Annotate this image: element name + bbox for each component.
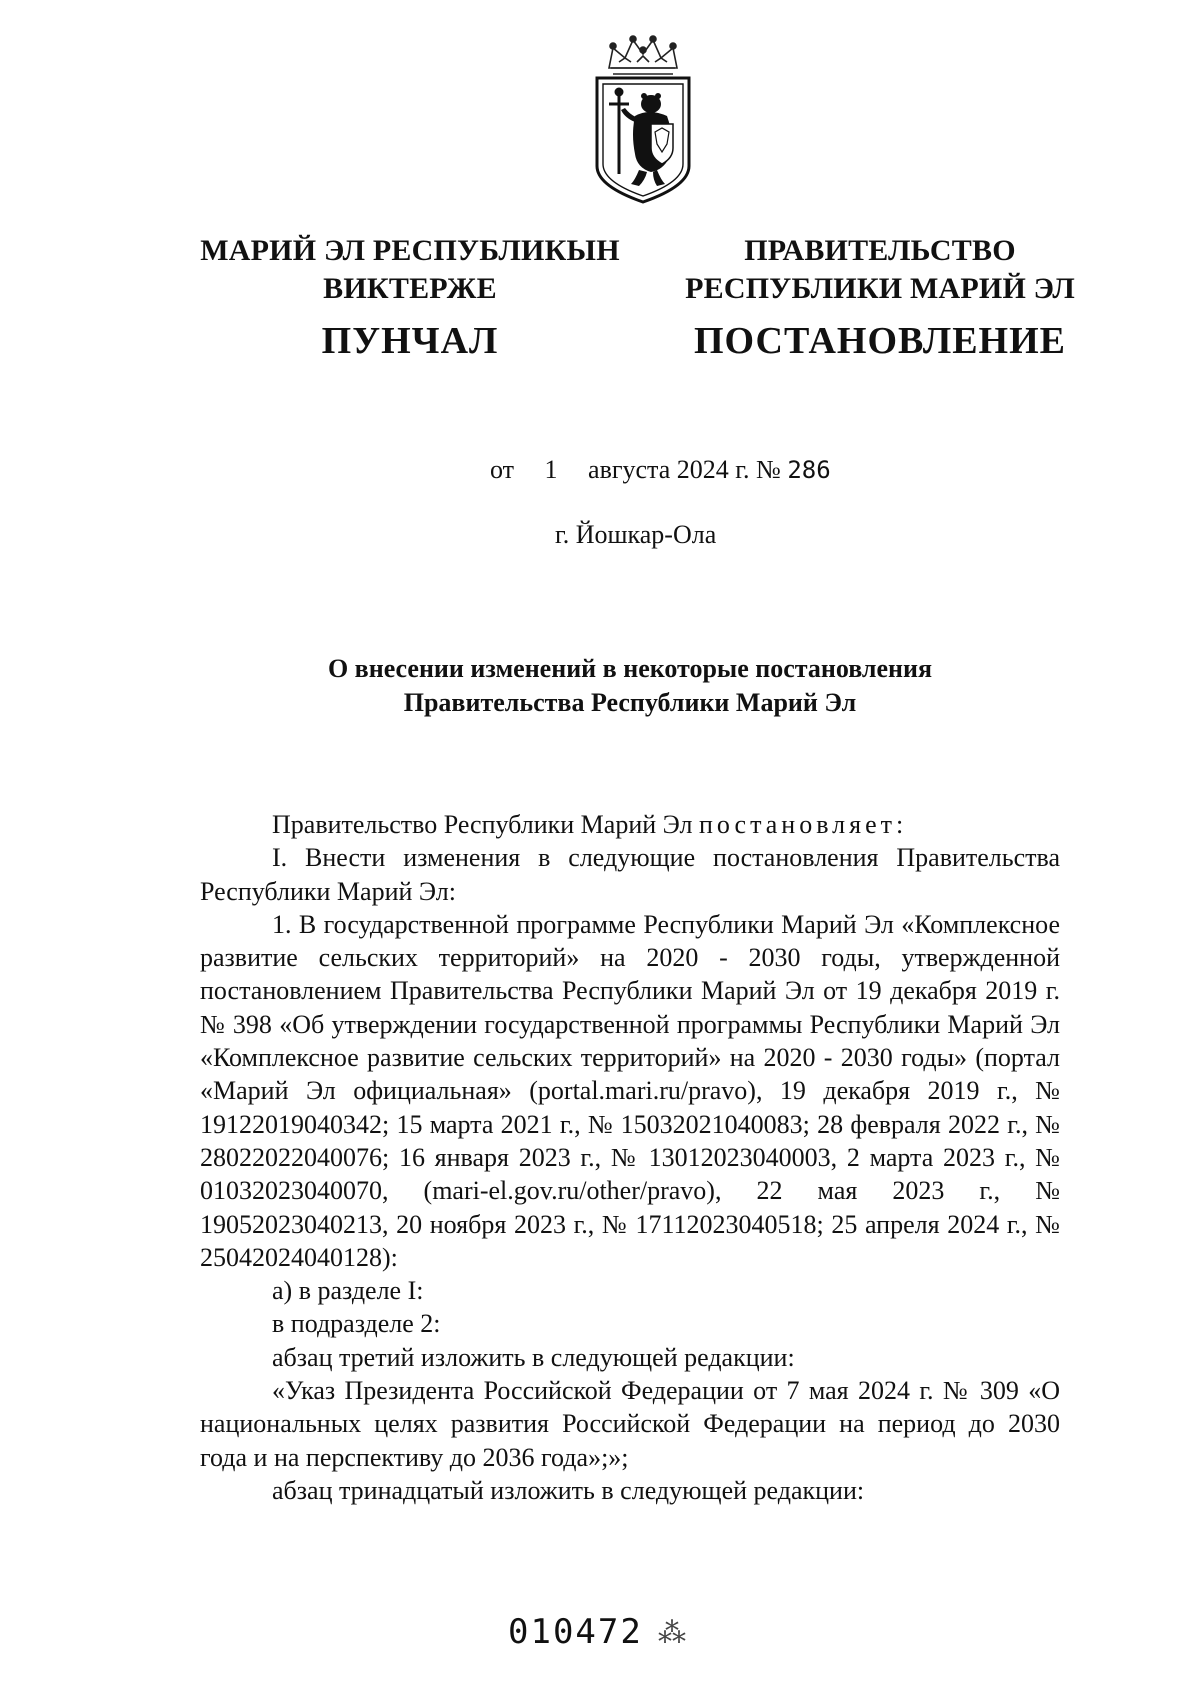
paragraph-item-1: I. Внести изменения в следующие постановления Правительства Республики Марий Эл: (200, 843, 1060, 906)
document-body (200, 808, 1060, 1507)
header-left (180, 232, 640, 360)
header-left-line2: ВИКТЕРЖЕ (323, 272, 497, 305)
date-day: 1 (544, 455, 558, 484)
document-date-line (490, 455, 831, 485)
date-month-year: августа 2024 г. № (588, 455, 781, 484)
header-right-line1: ПРАВИТЕЛЬСТВО (744, 234, 1016, 267)
preamble-lead: Правительство Республики Марий Эл (272, 810, 699, 839)
paragraph-preamble (200, 808, 1060, 841)
paragraph-subsection-2: в подразделе 2: (272, 1309, 441, 1339)
coat-of-arms-icon (591, 34, 695, 204)
header-left-doc-type: ПУНЧАЛ (321, 320, 499, 362)
header-right-doc-type: ПОСТАНОВЛЕНИЕ (693, 320, 1067, 362)
paragraph-third-abzac: абзац третий изложить в следующей редакции: (272, 1342, 795, 1372)
header-left-line1: МАРИЙ ЭЛ РЕСПУБЛИКЫН (200, 234, 620, 267)
paragraph-item-1-1: 1. В государственной программе Республики Марий Эл «Комплексное развитие сельских территорий» на 2020 - 2030 годы, утвержденной постановлением Правительства Республики Марий Эл от 19 декабря 2019 г. № 398 «Об утверждении государственной программы Республики Марий Эл «Комплексное развитие сельских территорий» на 2020 - 2030 годы» (портал «Марий Эл официальная» (portal.mari.ru/pravo), 19 декабря 2019 г., № 19122019040342; 15 марта 2021 г., № 15032021040083; 28 февраля 2022 г., № 28022022040076; 16 января 2023 г., № 13012023040003, 2 марта 2023 г., № 01032023040070, (mari-el.gov.ru/other/pravo), 22 мая 2023 г., № 19052023040213, 20 ноября 2023 г., № 17112023040518; 25 апреля 2024 г., № 25042024040128): (200, 909, 1060, 1272)
preamble-decree-word: постановляет: (698, 810, 908, 839)
title-line2: Правительства Республики Марий Эл (403, 688, 857, 717)
footer-serial-number: 010472 (508, 1612, 643, 1652)
document-title (200, 652, 1060, 720)
date-from-label: от (490, 455, 515, 484)
footer-star-mark: ⁂ (658, 1618, 686, 1649)
paragraph-decree-quote: «Указ Президента Российской Федерации от 7 мая 2024 г. № 309 «О национальных целях развития Российской Федерации на период до 2030 года и на перспективу до 2036 года»;»; (200, 1376, 1060, 1472)
paragraph-thirteenth-abzac: абзац тринадцатый изложить в следующей редакции: (272, 1475, 865, 1505)
paragraph-subitem-a: а) в разделе I: (272, 1276, 424, 1306)
header-right (670, 232, 1090, 360)
document-city: г. Йошкар-Ола (555, 520, 717, 549)
document-number: 286 (787, 456, 831, 484)
title-line1: О внесении изменений в некоторые постановления (327, 654, 933, 683)
header-right-line2: РЕСПУБЛИКИ МАРИЙ ЭЛ (685, 272, 1075, 305)
